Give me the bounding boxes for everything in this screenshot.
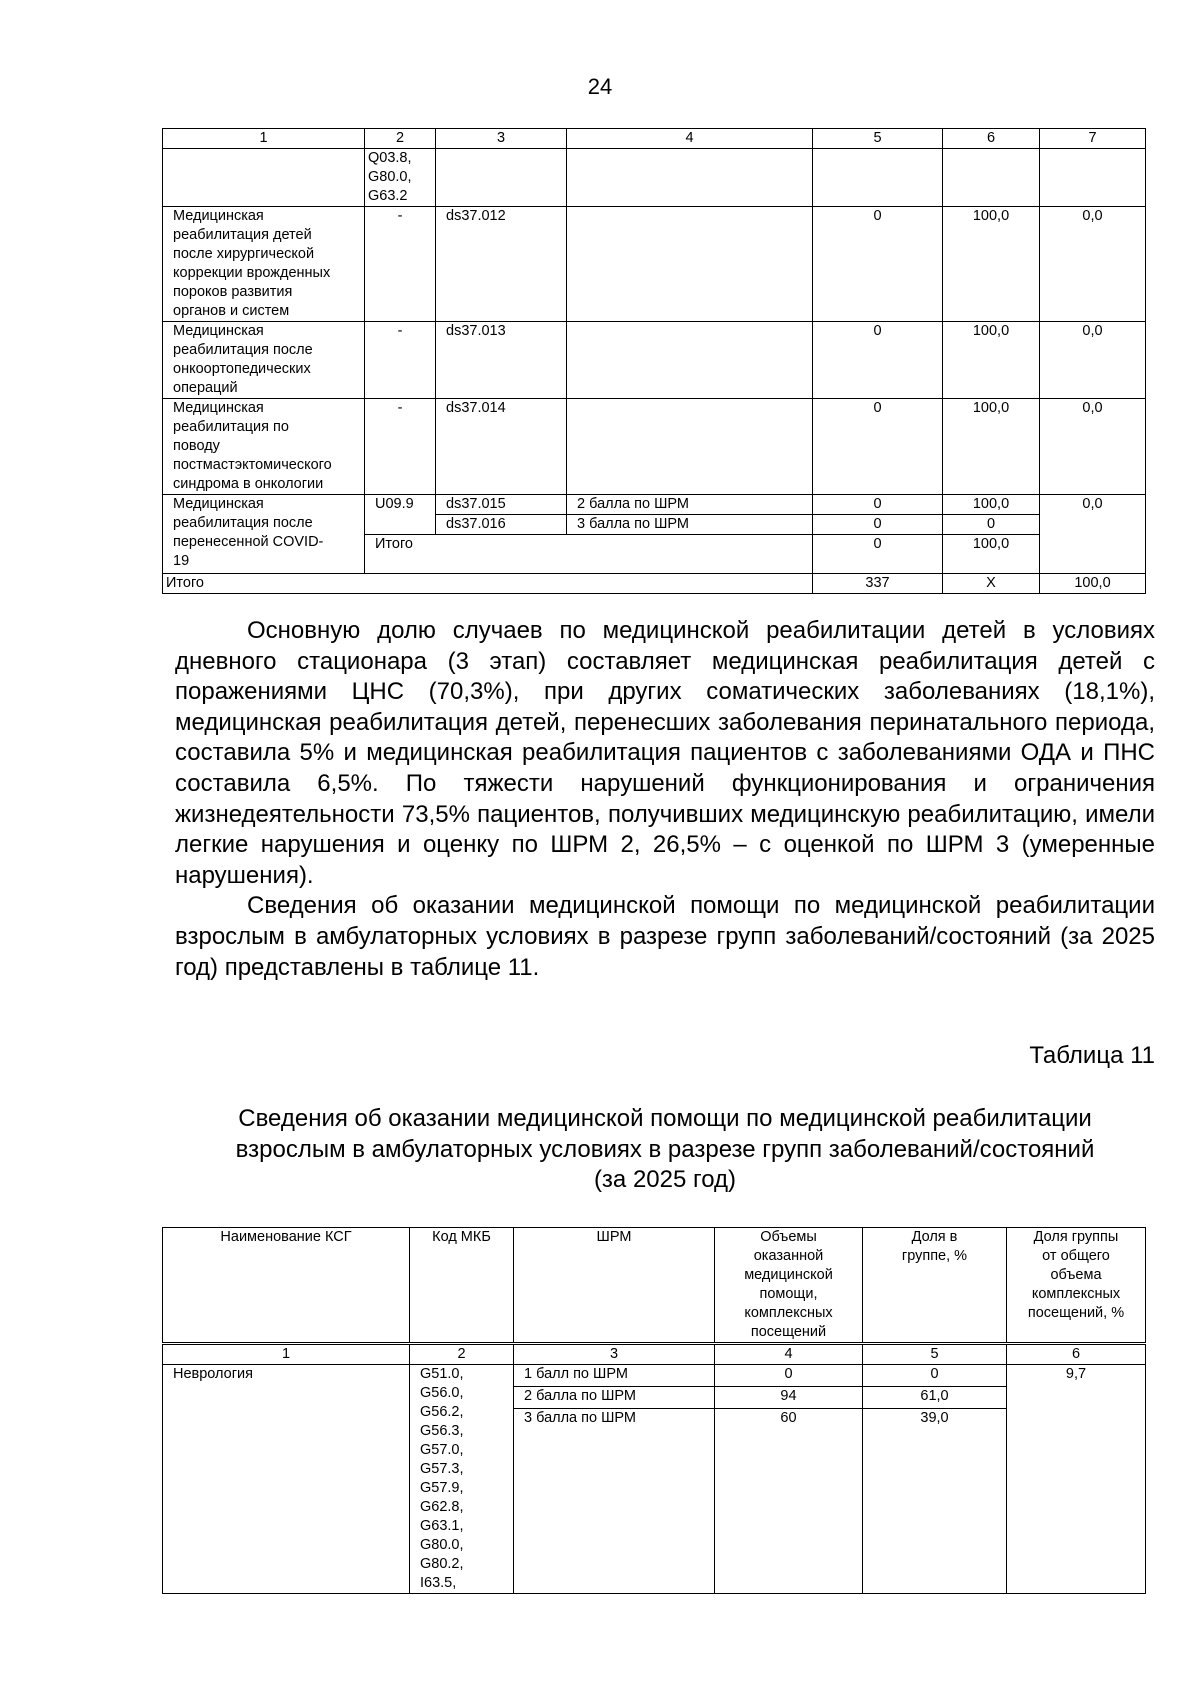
volume: 94 [715, 1387, 863, 1409]
table-row [163, 399, 1146, 495]
page-number: 24 [587, 74, 613, 99]
value-5: 0 [813, 207, 943, 322]
table-cell [436, 149, 567, 207]
table-title: Сведения об оказании медицинской помощи по медицинской реабилитации взрослым в амбулаторных условиях в разрезе групп заболеваний/состояний (за 2025 год) [235, 1105, 1095, 1194]
table-cell [1040, 149, 1146, 207]
volume: 0 [715, 1365, 863, 1387]
col-number: 5 [863, 1345, 1007, 1365]
table-cell [567, 149, 813, 207]
col-header: 2 [365, 129, 436, 149]
share-in-group: 0 [863, 1365, 1007, 1387]
shrm [567, 399, 813, 495]
col-header: Код МКБ [410, 1228, 514, 1343]
value-5: 0 [813, 495, 943, 515]
table-row [163, 495, 1146, 515]
col-header: ШРМ [514, 1228, 715, 1343]
col-header: Доля группы от общего объема комплексных посещений, % [1007, 1228, 1146, 1343]
table-cell: Q03.8, G80.0, G63.2 [365, 149, 436, 207]
ksg-code: ds37.012 [436, 207, 567, 322]
ksg-name: Медицинская реабилитация детей после хирургической коррекции врожденных пороков развития органов и систем [163, 207, 365, 322]
group-share: 9,7 [1007, 1365, 1146, 1594]
shrm: 3 балла по ШРМ [567, 515, 813, 535]
total-value-6: Х [943, 574, 1040, 594]
paragraph: Основную долю случаев по медицинской реабилитации детей в условиях дневного стационара (3 этап) составляет медицинская реабилитация детей с поражениями ЦНС (70,3%), при других соматических заболеваниях (18,1%), медицинская реабилитация детей, перенесших заболевания перинатального периода, составила 5% и медицинская реабилитация пациентов с заболеваниями ОДА и ПНС составила 6,5%. По тяжести нарушений функционирования и ограничения жизнедеятельности 73,5% пациентов, получивших медицинскую реабилитацию, имели легкие нарушения и оценку по ШРМ 2, 26,5% – с оценкой по ШРМ 3 (умеренные нарушения). [175, 617, 1155, 889]
ksg-name: Медицинская реабилитация по поводу постмастэктомического синдрома в онкологии [163, 399, 365, 495]
ksg-name: Медицинская реабилитация после перенесенной COVID- 19 [163, 495, 365, 574]
ksg-name: Неврология [163, 1365, 410, 1594]
value-5: 0 [813, 322, 943, 399]
table-total-row [163, 574, 1146, 594]
table-cell [163, 149, 365, 207]
shrm [567, 322, 813, 399]
col-number: 6 [1007, 1345, 1146, 1365]
shrm: 2 балла по ШРМ [567, 495, 813, 515]
share-in-group: 61,0 [863, 1387, 1007, 1409]
col-header: 5 [813, 129, 943, 149]
col-number: 3 [514, 1345, 715, 1365]
total-value-5: 337 [813, 574, 943, 594]
table-cell [943, 149, 1040, 207]
subtotal-value-6: 100,0 [943, 535, 1040, 574]
col-header: Доля в группе, % [863, 1228, 1007, 1343]
paragraph: Сведения об оказании медицинской помощи по медицинской реабилитации взрослым в амбулаторных условиях в разрезе групп заболеваний/состояний (за 2025 год) представлены в таблице 11. [175, 892, 1155, 981]
ksg-code: ds37.015 [436, 495, 567, 515]
value-7: 0,0 [1040, 495, 1146, 574]
col-number: 1 [163, 1345, 410, 1365]
value-7: 0,0 [1040, 207, 1146, 322]
table-row [163, 322, 1146, 399]
col-number: 2 [410, 1345, 514, 1365]
table-cell [813, 149, 943, 207]
volume: 60 [715, 1409, 863, 1594]
subtotal-value-5: 0 [813, 535, 943, 574]
mkb-code: - [365, 322, 436, 399]
shrm [567, 207, 813, 322]
value-5: 0 [813, 399, 943, 495]
value-5: 0 [813, 515, 943, 535]
table-label: Таблица 11 [1029, 1042, 1155, 1069]
col-header: 6 [943, 129, 1040, 149]
mkb-codes: G51.0, G56.0, G56.2, G56.3, G57.0, G57.3, G57.9, G62.8, G63.1, G80.0, G80.2, I63.5, [410, 1365, 514, 1594]
col-header: 4 [567, 129, 813, 149]
value-6: 100,0 [943, 322, 1040, 399]
table-header-row [163, 1228, 1146, 1343]
mkb-code: - [365, 207, 436, 322]
ksg-code: ds37.013 [436, 322, 567, 399]
mkb-code: U09.9 [365, 495, 436, 535]
value-6: 100,0 [943, 495, 1040, 515]
table-row [163, 149, 1146, 207]
mkb-code: - [365, 399, 436, 495]
shrm: 2 балла по ШРМ [514, 1387, 715, 1409]
value-7: 0,0 [1040, 322, 1146, 399]
value-6: 0 [943, 515, 1040, 535]
ksg-code: ds37.016 [436, 515, 567, 535]
col-number: 4 [715, 1345, 863, 1365]
value-6: 100,0 [943, 207, 1040, 322]
table-top [162, 128, 1146, 594]
col-header: Объемы оказанной медицинской помощи, комплексных посещений [715, 1228, 863, 1343]
col-header: 1 [163, 129, 365, 149]
value-6: 100,0 [943, 399, 1040, 495]
total-value-7: 100,0 [1040, 574, 1146, 594]
value-7: 0,0 [1040, 399, 1146, 495]
table-11 [162, 1227, 1146, 1594]
col-header: Наименование КСГ [163, 1228, 410, 1343]
shrm: 1 балл по ШРМ [514, 1365, 715, 1387]
total-label: Итого [163, 574, 813, 594]
col-header: 3 [436, 129, 567, 149]
shrm: 3 балла по ШРМ [514, 1409, 715, 1594]
table-row [163, 1365, 1146, 1387]
ksg-name: Медицинская реабилитация после онкоортопедических операций [163, 322, 365, 399]
share-in-group: 39,0 [863, 1409, 1007, 1594]
ksg-code: ds37.014 [436, 399, 567, 495]
table-header-row [163, 129, 1146, 149]
column-number-row [163, 1345, 1146, 1365]
body-text [175, 616, 1155, 983]
table-row [163, 207, 1146, 322]
col-header: 7 [1040, 129, 1146, 149]
subtotal-label: Итого [365, 535, 813, 574]
